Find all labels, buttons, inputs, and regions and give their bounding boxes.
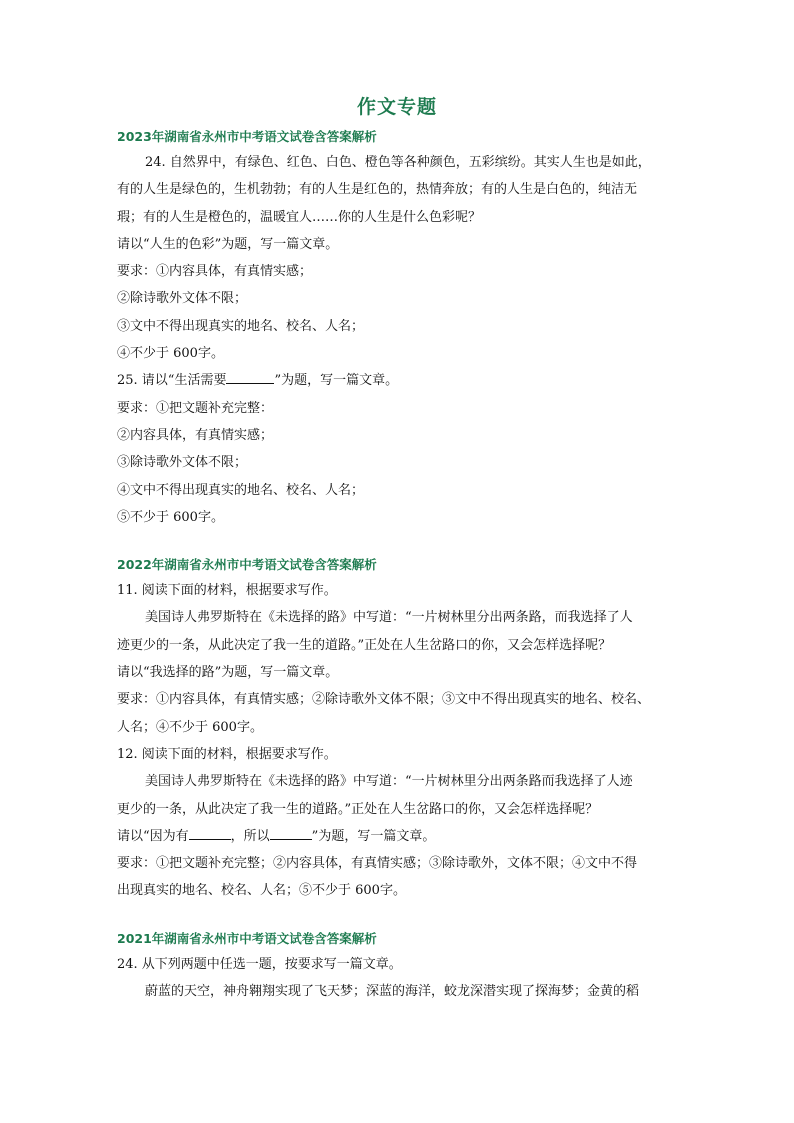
- text-line: 请以“人生的色彩”为题，写一篇文章。: [117, 236, 339, 252]
- section-heading-2023: 2023年湖南省永州市中考语文试卷含答案解析: [117, 129, 377, 144]
- fill-blank: [270, 825, 312, 840]
- text-line: 要求：①内容具体，有真情实感；: [117, 264, 313, 280]
- text-line: 要求：①把文题补充完整；②内容具体，有真情实感；③除诗歌外，文体不限；④文中不得: [117, 856, 638, 872]
- text-line: ④不少于 600字。: [117, 346, 224, 362]
- text-line: 12. 阅读下面的材料，根据要求写作。: [117, 746, 337, 762]
- section-heading-2022: 2022年湖南省永州市中考语文试卷含答案解析: [117, 557, 377, 573]
- text-line: 要求：①内容具体，有真情实感；②除诗歌外文体不限；③文中不得出现真实的地名、校名、: [117, 692, 651, 708]
- text-line: 美国诗人弗罗斯特在《未选择的路》中写道：“一片树林里分出两条路而我选择了人迹: [145, 774, 633, 790]
- text-line: 瑕；有的人生是橙色的，温暖宜人……你的人生是什么色彩呢？: [117, 209, 482, 225]
- text-line: 要求：①把文题补充完整：: [117, 400, 274, 416]
- text-line: ②内容具体，有真情实感；: [117, 427, 274, 443]
- text-line: 蔚蓝的天空，神舟翱翔实现了飞天梦；深蓝的海洋，蛟龙深潜实现了探海梦；金黄的稻: [145, 984, 640, 1000]
- text-line: 有的人生是绿色的，生机勃勃；有的人生是红色的，热情奔放；有的人生是白色的，纯洁无: [117, 182, 638, 198]
- page-title: 作文专题: [356, 96, 437, 118]
- q25-suffix: ”为题，写一篇文章。: [274, 373, 399, 389]
- text-line: 美国诗人弗罗斯特在《未选择的路》中写道：“一片树林里分出两条路，而我选择了人: [145, 610, 633, 626]
- text-line: 迹更少的一条，从此决定了我一生的道路。”正处在人生岔路口的你，又会怎样选择呢？: [117, 637, 612, 653]
- text-line: 出现真实的地名、校名、人名；⑤不少于 600字。: [117, 883, 406, 899]
- text-line: 11. 阅读下面的材料，根据要求写作。: [117, 583, 337, 599]
- q12-prefix: 请以“因为有: [117, 828, 189, 844]
- text-line: 24. 自然界中，有绿色、红色、白色、橙色等各种颜色，五彩缤纷。其实人生也是如此，: [145, 155, 651, 170]
- document-page: [117, 92, 677, 1005]
- text-line: ④文中不得出现真实的地名、校名、人名；: [117, 482, 365, 498]
- text-line: 请以“我选择的路”为题，写一篇文章。: [117, 665, 339, 681]
- q12-middle: ，所以: [230, 828, 270, 844]
- q12-suffix: ”为题，写一篇文章。: [311, 828, 436, 844]
- text-line: 更少的一条，从此决定了我一生的道路。”正处在人生岔路口的你，又会怎样选择呢？: [117, 801, 599, 817]
- text-line-q12: [117, 823, 677, 850]
- text-line: ⑤不少于 600字。: [117, 509, 224, 525]
- text-line: 人名；④不少于 600字。: [117, 719, 263, 735]
- text-line: 24. 从下列两题中任选一题，按要求写一篇文章。: [117, 956, 402, 972]
- text-line: ②除诗歌外文体不限；: [117, 291, 248, 307]
- fill-blank: [189, 825, 231, 840]
- q25-prefix: 25. 请以“生活需要: [117, 373, 227, 389]
- text-line: ③文中不得出现真实的地名、校名、人名；: [117, 318, 365, 334]
- fill-blank: [226, 369, 274, 384]
- text-line-q25: [117, 367, 677, 394]
- section-heading-2021: 2021年湖南省永州市中考语文试卷含答案解析: [117, 930, 377, 946]
- text-line: ③除诗歌外文体不限；: [117, 455, 248, 471]
